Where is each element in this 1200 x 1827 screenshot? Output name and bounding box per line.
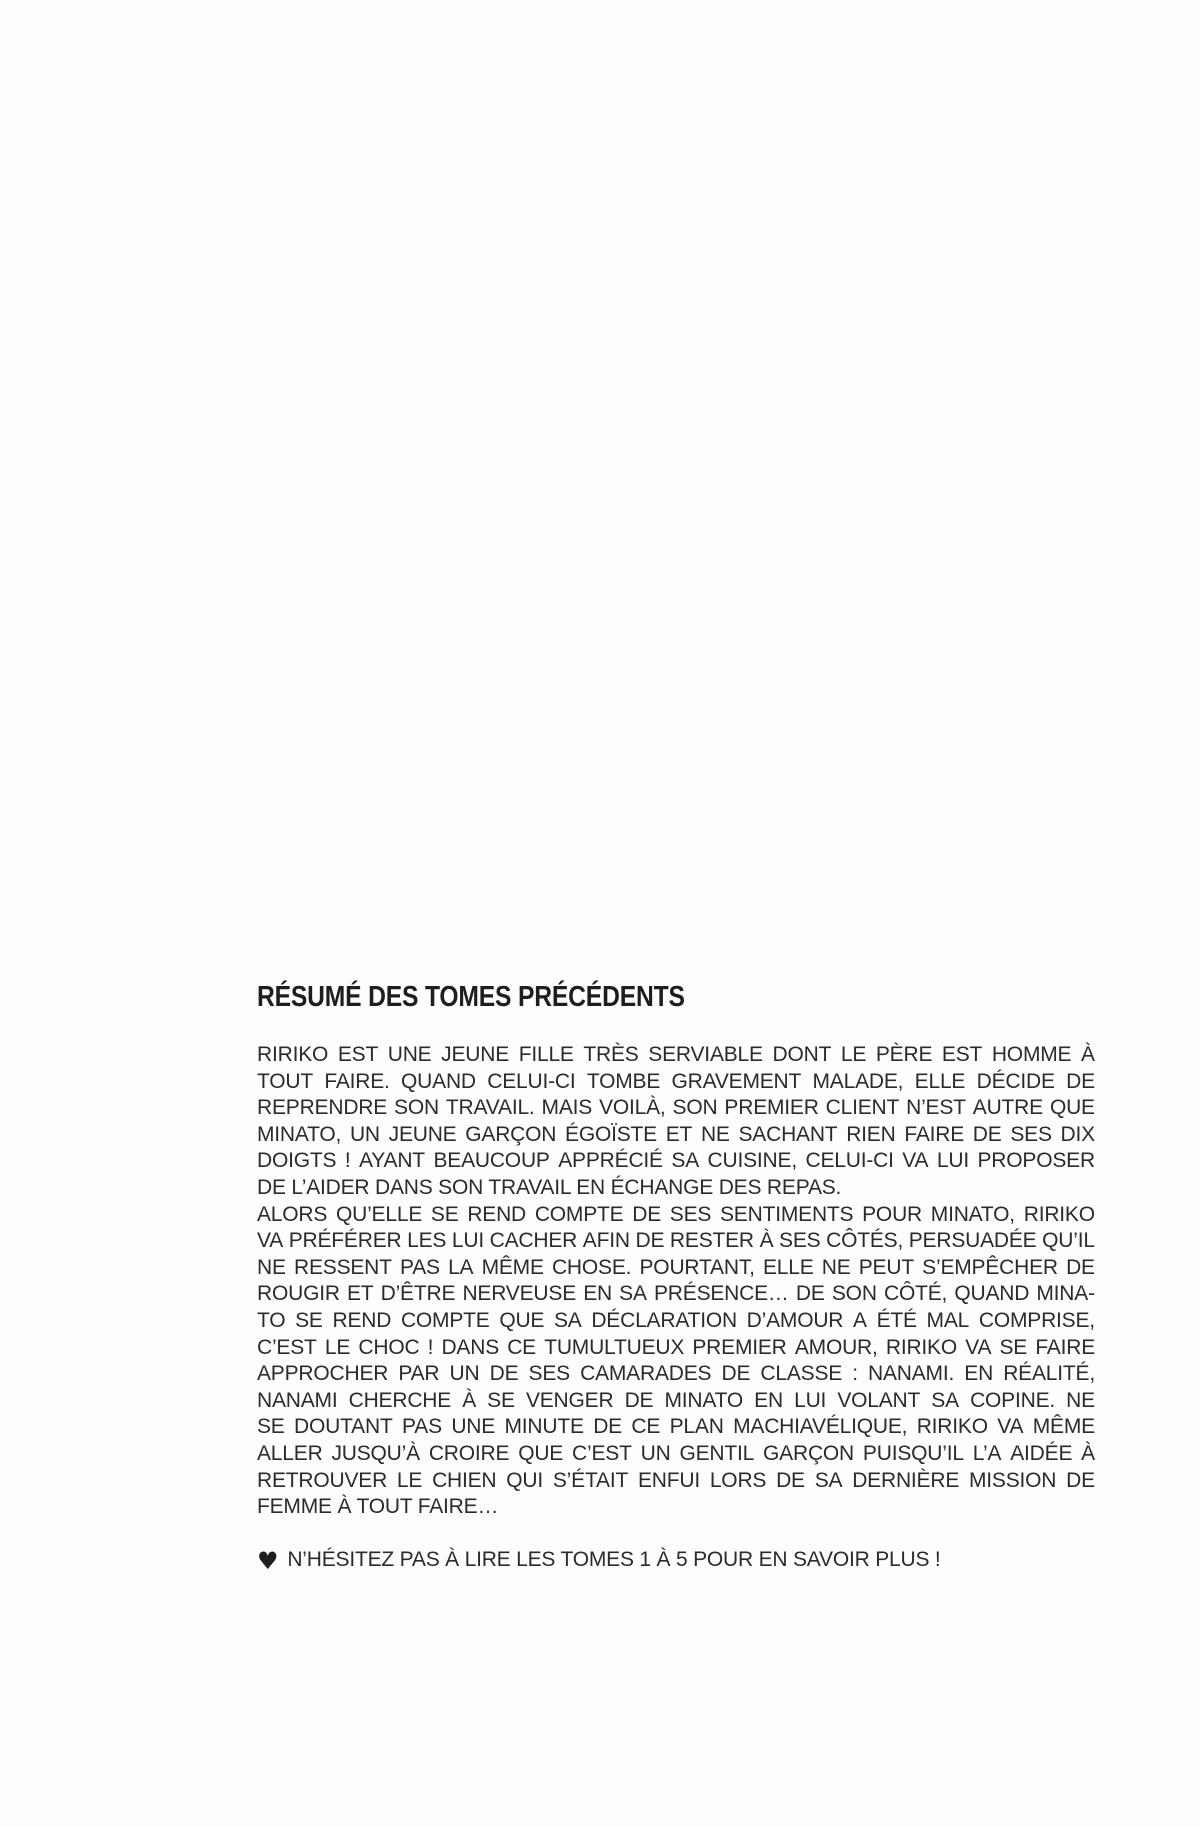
body-line: REPRENDRE SON TRAVAIL. MAIS VOILÀ, SON PREMIER CLIENT N’EST AUTRE QUE	[257, 1096, 1095, 1120]
body-line: SE DOUTANT PAS UNE MINUTE DE CE PLAN MACHIAVÉLIQUE, RIRIKO VA MÊME	[257, 1415, 1095, 1439]
footer-note-line	[257, 1546, 941, 1574]
body-line: RIRIKO EST UNE JEUNE FILLE TRÈS SERVIABLE DONT LE PÈRE EST HOMME À	[257, 1043, 1095, 1066]
body-line: DE L’AIDER DANS SON TRAVAIL EN ÉCHANGE DES REPAS.	[257, 1175, 842, 1199]
heart-icon: ♥	[257, 1547, 279, 1575]
body-line: C’EST LE CHOC ! DANS CE TUMULTUEUX PREMIER AMOUR, RIRIKO VA SE FAIRE	[257, 1335, 1095, 1359]
footer-note-text: N’HÉSITEZ PAS À LIRE LES TOMES 1 À 5 POUR EN SAVOIR PLUS !	[287, 1548, 941, 1571]
body-line: ALORS QU’ELLE SE REND COMPTE DE SES SENTIMENTS POUR MINATO, RIRIKO	[257, 1202, 1095, 1226]
body-line: ALLER JUSQU’À CROIRE QUE C’EST UN GENTIL GARÇON PUISQU’IL L’A AIDÉE À	[257, 1441, 1095, 1465]
body-line: TOUT FAIRE. QUAND CELUI-CI TOMBE GRAVEMENT MALADE, ELLE DÉCIDE DE	[257, 1069, 1095, 1093]
body-line: ROUGIR ET D’ÊTRE NERVEUSE EN SA PRÉSENCE… DE SON CÔTÉ, QUAND MINA-	[257, 1282, 1095, 1306]
body-line: VA PRÉFÉRER LES LUI CACHER AFIN DE RESTER À SES CÔTÉS, PERSUADÉE QU’IL	[257, 1229, 1095, 1253]
body-line: DOIGTS ! AYANT BEAUCOUP APPRÉCIÉ SA CUISINE, CELUI-CI VA LUI PROPOSER	[257, 1149, 1095, 1173]
summary-title: RÉSUMÉ DES TOMES PRÉCÉDENTS	[257, 981, 685, 1013]
body-line: RETROUVER LE CHIEN QUI S’ÉTAIT ENFUI LORS DE SA DERNIÈRE MISSION DE	[257, 1468, 1095, 1492]
body-line: NANAMI CHERCHE À SE VENGER DE MINATO EN LUI VOLANT SA COPINE. NE	[257, 1388, 1095, 1412]
body-line: MINATO, UN JEUNE GARÇON ÉGOÏSTE ET NE SACHANT RIEN FAIRE DE SES DIX	[257, 1122, 1095, 1146]
summary-text	[257, 1042, 1095, 1521]
body-line: APPROCHER PAR UN DE SES CAMARADES DE CLASSE : NANAMI. EN RÉALITÉ,	[257, 1362, 1095, 1386]
body-line: NE RESSENT PAS LA MÊME CHOSE. POURTANT, ELLE NE PEUT S’EMPÊCHER DE	[257, 1255, 1095, 1279]
body-line: TO SE REND COMPTE QUE SA DÉCLARATION D’AMOUR A ÉTÉ MAL COMPRISE,	[257, 1308, 1095, 1332]
body-line: FEMME À TOUT FAIRE…	[257, 1495, 499, 1519]
